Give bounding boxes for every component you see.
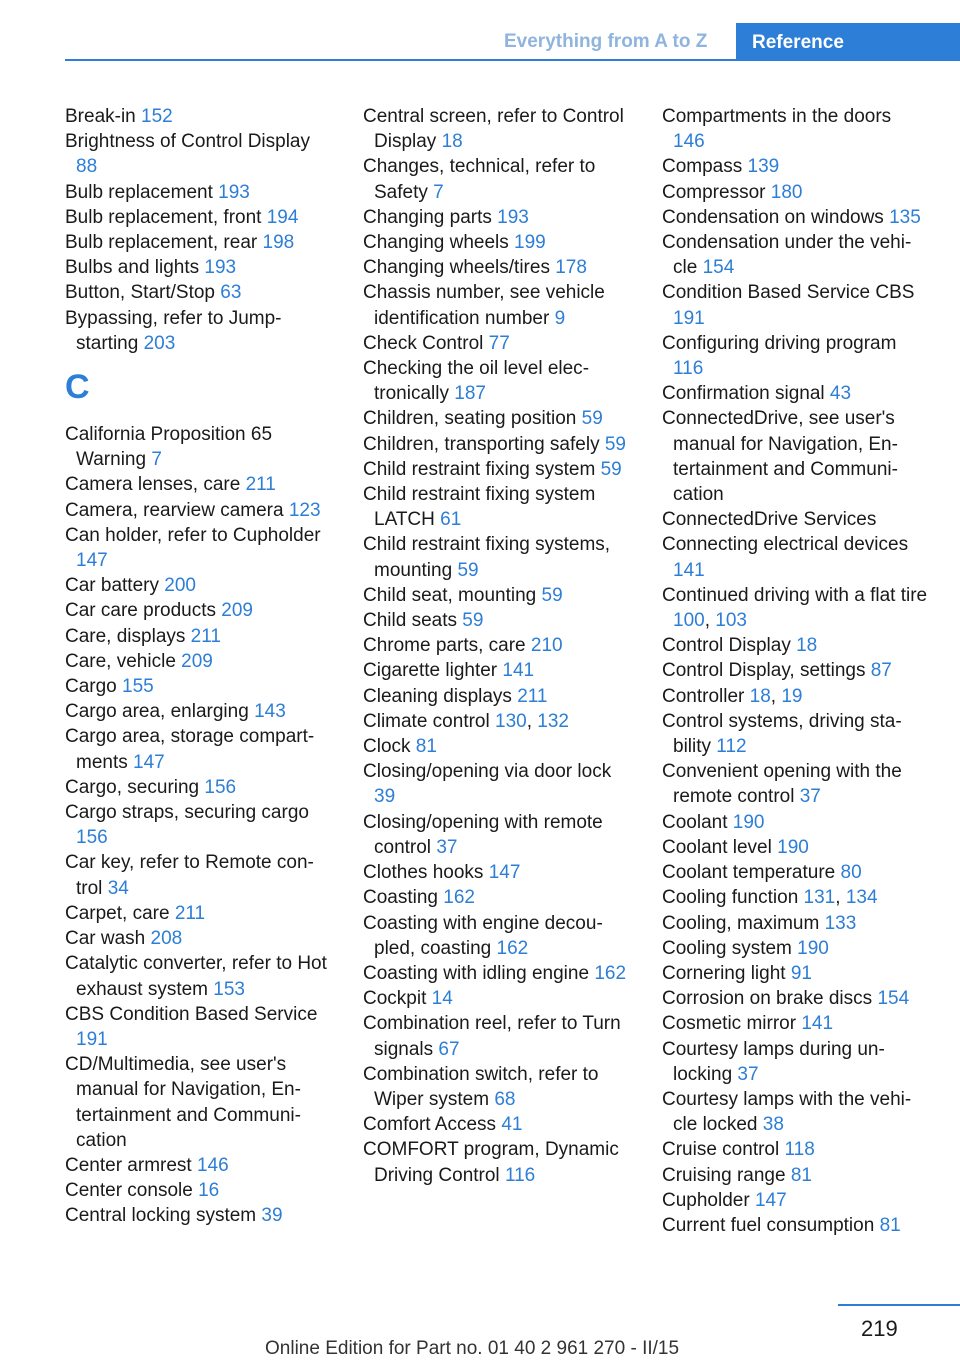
page-link[interactable]: 141 bbox=[502, 660, 535, 682]
index-term: ConnectedDrive, see user's manual for Navigation, Entertainment and Communication bbox=[662, 408, 898, 506]
index-term: Carpet, care bbox=[65, 902, 175, 924]
page-separator: , bbox=[835, 887, 846, 909]
index-entry bbox=[363, 633, 631, 658]
index-entry bbox=[662, 205, 928, 230]
index-term: Condensation on windows bbox=[662, 206, 890, 228]
index-term: Camera, rearview camera bbox=[65, 499, 289, 521]
index-entry bbox=[662, 406, 928, 507]
page-link[interactable]: 133 bbox=[824, 912, 857, 934]
index-entry bbox=[662, 1087, 928, 1137]
page-link[interactable]: 80 bbox=[840, 862, 862, 884]
page-link[interactable]: 152 bbox=[141, 106, 173, 127]
page-link[interactable]: 190 bbox=[777, 836, 809, 858]
page-link[interactable]: 68 bbox=[494, 1088, 516, 1110]
index-entry bbox=[363, 911, 631, 961]
index-term: Cargo straps, securing cargo bbox=[65, 802, 309, 824]
index-entry bbox=[662, 684, 928, 709]
index-entry bbox=[662, 583, 928, 633]
page-link[interactable]: 34 bbox=[107, 877, 129, 899]
page-link[interactable]: 77 bbox=[488, 332, 510, 354]
page-link[interactable]: 146 bbox=[673, 131, 705, 153]
page-link[interactable]: 190 bbox=[797, 937, 829, 959]
page-link[interactable]: 162 bbox=[594, 962, 627, 984]
index-term: Button, Start/Stop bbox=[65, 282, 221, 304]
page-link[interactable]: 59 bbox=[462, 610, 484, 632]
page-link[interactable]: 191 bbox=[76, 1028, 108, 1050]
index-term: Clothes hooks bbox=[363, 862, 489, 884]
page-link[interactable]: 37 bbox=[737, 1063, 759, 1085]
index-term: Combination switch, refer to Wiper system bbox=[363, 1063, 599, 1110]
page-link[interactable]: 193 bbox=[218, 181, 250, 203]
index-term: Combination reel, refer to Turn signals bbox=[363, 1013, 621, 1060]
index-entry bbox=[662, 104, 928, 154]
edition-note: Online Edition for Part no. 01 40 2 961 270 - II/15 bbox=[265, 1338, 680, 1359]
index-term: CD/Multimedia, see user's manual for Navigation, Entertainment and Communication bbox=[65, 1054, 301, 1151]
page-link[interactable]: 38 bbox=[762, 1114, 784, 1136]
page-link[interactable]: 39 bbox=[261, 1205, 283, 1227]
page-link[interactable]: 59 bbox=[581, 408, 603, 430]
page-link[interactable]: 146 bbox=[196, 1154, 229, 1176]
index-entry bbox=[65, 1052, 333, 1153]
index-term: Bulb replacement, front bbox=[65, 206, 267, 228]
page-link[interactable]: 88 bbox=[76, 156, 98, 178]
page-link[interactable]: 131 bbox=[803, 887, 836, 909]
header-rule bbox=[65, 59, 960, 61]
index-term: Cleaning displays bbox=[363, 685, 518, 707]
index-entry bbox=[363, 734, 631, 759]
index-term: Coolant temperature bbox=[662, 862, 841, 884]
index-term: Condition Based Service CBS bbox=[662, 282, 915, 304]
page-link[interactable]: 139 bbox=[747, 156, 780, 178]
index-term: Cornering light bbox=[662, 962, 791, 984]
index-entry bbox=[662, 532, 928, 582]
index-entry bbox=[662, 709, 928, 759]
index-entry bbox=[363, 759, 631, 809]
index-term: Coasting with idling engine bbox=[363, 962, 595, 984]
index-column-3 bbox=[662, 104, 928, 1238]
page-link[interactable]: 200 bbox=[164, 575, 196, 597]
index-entry bbox=[363, 1011, 631, 1061]
index-entry bbox=[65, 724, 333, 774]
index-entry bbox=[662, 986, 928, 1011]
index-term: Car key, refer to Remote control bbox=[65, 852, 314, 899]
index-term: Controller bbox=[662, 685, 750, 707]
page-link[interactable]: 180 bbox=[770, 181, 803, 203]
index-entry bbox=[363, 810, 631, 860]
index-term: Cupholder bbox=[662, 1189, 755, 1211]
index-entry bbox=[363, 961, 631, 986]
index-entry bbox=[65, 230, 333, 255]
page-link[interactable]: 178 bbox=[555, 257, 587, 279]
page-link[interactable]: 135 bbox=[889, 206, 921, 228]
page-link[interactable]: 81 bbox=[790, 1164, 812, 1186]
index-term: Confirmation signal bbox=[662, 383, 830, 405]
index-entry bbox=[363, 356, 631, 406]
index-term: Central locking system bbox=[65, 1205, 262, 1227]
index-term: Control Display bbox=[662, 635, 797, 657]
index-entry bbox=[363, 860, 631, 885]
index-term: Chassis number, see vehicle identification number bbox=[363, 282, 605, 329]
index-entry bbox=[363, 1062, 631, 1112]
index-term: Cooling system bbox=[662, 937, 798, 959]
page-link[interactable]: 190 bbox=[732, 811, 765, 833]
index-entry bbox=[363, 885, 631, 910]
page-link[interactable]: 154 bbox=[702, 257, 735, 279]
index-entry bbox=[65, 699, 333, 724]
index-term: Can holder, refer to Cupholder bbox=[65, 524, 321, 546]
index-entry bbox=[662, 759, 928, 809]
page-link[interactable]: 130 bbox=[495, 710, 527, 732]
index-term: Cruising range bbox=[662, 1164, 791, 1186]
page-link[interactable]: 14 bbox=[431, 988, 453, 1010]
index-term: Continued driving with a flat tire bbox=[662, 584, 928, 606]
page-link[interactable]: 141 bbox=[673, 559, 705, 581]
index-entry bbox=[363, 1112, 631, 1137]
page-link[interactable]: 37 bbox=[436, 836, 458, 858]
index-entry bbox=[363, 457, 631, 482]
index-letter-heading: C bbox=[65, 368, 90, 407]
index-term: Coasting bbox=[363, 887, 444, 909]
index-term: Brightness of Control Display bbox=[65, 131, 310, 153]
index-entry bbox=[363, 280, 631, 330]
index-term: Center armrest bbox=[65, 1154, 197, 1176]
page-link[interactable]: 116 bbox=[673, 358, 704, 380]
index-entry bbox=[662, 911, 928, 936]
index-term: Child seats bbox=[363, 610, 463, 632]
index-term: Convenient opening with the remote control bbox=[662, 761, 902, 808]
index-entry bbox=[662, 885, 928, 910]
index-entry bbox=[662, 331, 928, 381]
index-term: California Proposition 65 Warning bbox=[65, 424, 273, 471]
index-entry bbox=[65, 129, 333, 179]
index-entry bbox=[363, 986, 631, 1011]
index-entry bbox=[662, 180, 928, 205]
page-link[interactable]: 100 bbox=[673, 610, 705, 632]
index-term: Coolant level bbox=[662, 836, 778, 858]
page-link[interactable]: 156 bbox=[76, 827, 108, 849]
page-link[interactable]: 153 bbox=[213, 978, 245, 1000]
index-term: Catalytic converter, refer to Hot exhaust system bbox=[65, 953, 327, 1000]
index-entry bbox=[65, 598, 333, 623]
index-entry bbox=[65, 306, 333, 356]
page-link[interactable]: 87 bbox=[870, 660, 892, 682]
index-term: Current fuel consumption bbox=[662, 1214, 880, 1236]
page-link[interactable]: 59 bbox=[600, 458, 622, 480]
page-link[interactable]: 43 bbox=[829, 383, 852, 405]
page-link[interactable]: 147 bbox=[488, 862, 521, 884]
index-term: Compartments in the doors bbox=[662, 106, 892, 127]
index-term: Child restraint fixing systems, mounting bbox=[363, 534, 611, 581]
index-entry bbox=[65, 180, 333, 205]
index-term: Changing wheels/tires bbox=[363, 257, 556, 279]
page-link[interactable]: 211 bbox=[245, 474, 276, 496]
page-link[interactable]: 210 bbox=[530, 635, 563, 657]
page-link[interactable]: 198 bbox=[262, 232, 295, 254]
page-link[interactable]: 154 bbox=[877, 988, 910, 1010]
index-entry bbox=[65, 1002, 333, 1052]
index-entry bbox=[65, 624, 333, 649]
page-number: 219 bbox=[861, 1316, 898, 1341]
page-link[interactable]: 191 bbox=[673, 307, 705, 329]
index-term: COMFORT program, Dynamic Driving Control bbox=[363, 1139, 619, 1186]
index-entry bbox=[662, 810, 928, 835]
index-term: Child seat, mounting bbox=[363, 584, 542, 606]
index-entry bbox=[363, 684, 631, 709]
index-entry bbox=[363, 482, 631, 532]
index-term: Camera lenses, care bbox=[65, 474, 246, 496]
index-entry bbox=[363, 104, 631, 154]
index-term: CBS Condition Based Service bbox=[65, 1003, 318, 1025]
index-term: Changes, technical, refer to Safety bbox=[363, 156, 596, 203]
page-link[interactable]: 194 bbox=[266, 206, 299, 228]
index-entry bbox=[363, 154, 631, 204]
index-term: Connecting electrical devices bbox=[662, 534, 909, 556]
index-term: Comfort Access bbox=[363, 1114, 502, 1136]
index-entry bbox=[363, 1137, 631, 1187]
index-entry bbox=[662, 1137, 928, 1162]
index-term: Care, displays bbox=[65, 625, 191, 647]
index-term: Changing wheels bbox=[363, 232, 515, 254]
page-separator: , bbox=[526, 710, 538, 732]
index-term: Cockpit bbox=[363, 988, 432, 1010]
page-link[interactable]: 9 bbox=[554, 307, 566, 329]
index-term: ConnectedDrive Services bbox=[662, 509, 877, 531]
page-link[interactable]: 199 bbox=[514, 232, 546, 254]
index-entry bbox=[662, 1163, 928, 1188]
page-link[interactable]: 19 bbox=[781, 685, 803, 707]
page-link[interactable]: 118 bbox=[784, 1139, 815, 1161]
index-entry bbox=[363, 658, 631, 683]
index-term: Car battery bbox=[65, 575, 165, 597]
page-link[interactable]: 61 bbox=[440, 509, 462, 531]
page-link[interactable]: 59 bbox=[457, 559, 479, 581]
page-link[interactable]: 203 bbox=[143, 332, 176, 354]
index-term: Courtesy lamps during unlocking bbox=[662, 1038, 885, 1085]
index-entry bbox=[662, 280, 928, 330]
index-entry bbox=[363, 205, 631, 230]
page-separator: , bbox=[770, 685, 782, 707]
page-link[interactable]: 147 bbox=[754, 1189, 787, 1211]
index-entry bbox=[662, 860, 928, 885]
page-link[interactable]: 59 bbox=[604, 433, 626, 455]
page-link[interactable]: 37 bbox=[799, 786, 821, 808]
index-term: Bulb replacement bbox=[65, 181, 219, 203]
index-entry bbox=[65, 649, 333, 674]
page-link[interactable]: 18 bbox=[749, 685, 771, 707]
index-entry bbox=[363, 406, 631, 431]
index-entry bbox=[65, 1178, 333, 1203]
page-separator: , bbox=[704, 610, 716, 632]
page-link[interactable]: 143 bbox=[254, 701, 286, 723]
index-term: Care, vehicle bbox=[65, 650, 182, 672]
index-term: Car wash bbox=[65, 928, 151, 950]
page-link[interactable]: 209 bbox=[221, 600, 253, 622]
index-entry bbox=[662, 1188, 928, 1213]
page-link[interactable]: 193 bbox=[497, 206, 529, 228]
index-entry bbox=[363, 709, 631, 734]
index-term: Clock bbox=[363, 736, 416, 758]
index-term: Children, seating position bbox=[363, 408, 582, 430]
index-entry bbox=[65, 951, 333, 1001]
index-term: Cargo area, storage compartments bbox=[65, 726, 315, 773]
index-entry bbox=[363, 255, 631, 280]
index-term: Cruise control bbox=[662, 1139, 785, 1161]
page-link[interactable]: 18 bbox=[796, 635, 818, 657]
page-link[interactable]: 209 bbox=[181, 650, 213, 672]
index-entry bbox=[65, 573, 333, 598]
index-entry bbox=[65, 280, 333, 305]
index-term: Climate control bbox=[363, 710, 495, 732]
index-term: Child restraint fixing system LATCH bbox=[363, 484, 596, 531]
page-link[interactable]: 112 bbox=[716, 736, 747, 758]
index-column-2 bbox=[363, 104, 631, 1188]
index-term: Bulbs and lights bbox=[65, 257, 205, 279]
index-term: Cosmetic mirror bbox=[662, 1013, 802, 1035]
index-entry bbox=[65, 1203, 333, 1228]
index-term: Control systems, driving stability bbox=[662, 710, 902, 758]
index-entry bbox=[662, 381, 928, 406]
page-link[interactable]: 211 bbox=[174, 902, 206, 924]
index-entry bbox=[662, 1011, 928, 1036]
page-link[interactable]: 59 bbox=[541, 584, 563, 606]
index-entry bbox=[65, 901, 333, 926]
index-entry bbox=[65, 472, 333, 497]
index-entry bbox=[363, 608, 631, 633]
page-link[interactable]: 103 bbox=[715, 610, 747, 632]
index-entry bbox=[65, 674, 333, 699]
index-entry bbox=[662, 961, 928, 986]
index-term: Checking the oil level electronically bbox=[363, 358, 590, 405]
page-link[interactable]: 7 bbox=[433, 181, 444, 203]
footer-rule bbox=[838, 1304, 960, 1306]
index-term: Cooling, maximum bbox=[662, 912, 825, 934]
index-entry bbox=[65, 850, 333, 900]
page-link[interactable]: 187 bbox=[454, 383, 486, 405]
index-term: Configuring driving program bbox=[662, 332, 897, 354]
index-entry bbox=[65, 1153, 333, 1178]
page-link[interactable]: 81 bbox=[879, 1214, 901, 1236]
index-entry bbox=[662, 835, 928, 860]
page-link[interactable]: 211 bbox=[517, 685, 548, 707]
index-entry bbox=[662, 507, 928, 532]
index-term: Chrome parts, care bbox=[363, 635, 531, 657]
index-term: Cargo, securing bbox=[65, 776, 205, 798]
index-entry bbox=[662, 633, 928, 658]
index-entry bbox=[662, 230, 928, 280]
page-link[interactable]: 147 bbox=[133, 751, 165, 773]
index-entry bbox=[662, 154, 928, 179]
page-link[interactable]: 63 bbox=[220, 282, 242, 304]
page-link[interactable]: 116 bbox=[504, 1164, 536, 1186]
index-entry bbox=[65, 205, 333, 230]
index-term: Bypassing, refer to Jumpstarting bbox=[65, 307, 282, 354]
index-term: Bulb replacement, rear bbox=[65, 232, 263, 254]
index-term: Courtesy lamps with the vehicle locked bbox=[662, 1088, 912, 1136]
index-entry bbox=[662, 1213, 928, 1238]
index-entry bbox=[65, 104, 333, 129]
index-term: Changing parts bbox=[363, 206, 498, 228]
page-link[interactable]: 18 bbox=[441, 131, 463, 153]
page-link[interactable]: 162 bbox=[496, 937, 529, 959]
page-link[interactable]: 211 bbox=[190, 625, 221, 647]
index-term: Check Control bbox=[363, 332, 489, 354]
index-term: Condensation under the vehicle bbox=[662, 232, 912, 279]
index-entry bbox=[363, 230, 631, 255]
index-term: Compass bbox=[662, 156, 748, 178]
page-link[interactable]: 39 bbox=[374, 786, 396, 808]
index-entry bbox=[662, 936, 928, 961]
index-term: Cooling function bbox=[662, 887, 804, 909]
index-entry bbox=[662, 1037, 928, 1087]
index-entry bbox=[65, 422, 333, 472]
index-term: Closing/opening with remote control bbox=[363, 811, 603, 858]
page-link[interactable]: 155 bbox=[122, 676, 154, 698]
index-term: Child restraint fixing system bbox=[363, 458, 601, 480]
index-entry bbox=[65, 255, 333, 280]
index-term: Closing/opening via door lock bbox=[363, 761, 612, 783]
index-term: Center console bbox=[65, 1180, 199, 1202]
index-term: Cargo bbox=[65, 676, 123, 698]
index-entry bbox=[363, 432, 631, 457]
index-entry bbox=[363, 331, 631, 356]
page-link[interactable]: 16 bbox=[198, 1180, 220, 1202]
page-link[interactable]: 141 bbox=[801, 1013, 834, 1035]
page-link[interactable]: 67 bbox=[438, 1038, 460, 1060]
page-link[interactable]: 81 bbox=[415, 736, 437, 758]
page-link[interactable]: 41 bbox=[501, 1114, 523, 1136]
page-link[interactable]: 123 bbox=[288, 499, 321, 521]
page-link[interactable]: 193 bbox=[204, 257, 237, 279]
page-link[interactable]: 132 bbox=[537, 710, 569, 732]
page-link[interactable]: 208 bbox=[150, 928, 183, 950]
page-link[interactable]: 91 bbox=[790, 962, 812, 984]
index-term: Corrosion on brake discs bbox=[662, 988, 878, 1010]
index-term: Compressor bbox=[662, 181, 771, 203]
index-entry bbox=[65, 523, 333, 573]
page-link[interactable]: 162 bbox=[443, 887, 475, 909]
index-term: Cargo area, enlarging bbox=[65, 701, 255, 723]
index-term: Coolant bbox=[662, 811, 733, 833]
page-link[interactable]: 156 bbox=[204, 776, 237, 798]
index-entry bbox=[65, 800, 333, 850]
index-entry bbox=[65, 498, 333, 523]
index-entry bbox=[363, 532, 631, 582]
index-column-1 bbox=[65, 104, 333, 1229]
index-term: Control Display, settings bbox=[662, 660, 871, 682]
index-entry bbox=[363, 583, 631, 608]
header-section-title: Everything from A to Z bbox=[504, 31, 708, 52]
index-term: Break-in bbox=[65, 106, 142, 127]
page-link[interactable]: 134 bbox=[845, 887, 878, 909]
index-entry bbox=[65, 775, 333, 800]
index-term: Central screen, refer to Control Display bbox=[363, 106, 624, 153]
index-entry bbox=[662, 658, 928, 683]
page-link[interactable]: 7 bbox=[151, 449, 162, 471]
index-term: Children, transporting safely bbox=[363, 433, 605, 455]
header-reference-tab[interactable]: Reference bbox=[736, 23, 960, 61]
index-term: Cigarette lighter bbox=[363, 660, 503, 682]
index-term: Coasting with engine decoupled, coasting bbox=[363, 912, 603, 959]
page-link[interactable]: 147 bbox=[76, 550, 108, 572]
index-entry bbox=[65, 926, 333, 951]
index-term: Car care products bbox=[65, 600, 222, 622]
